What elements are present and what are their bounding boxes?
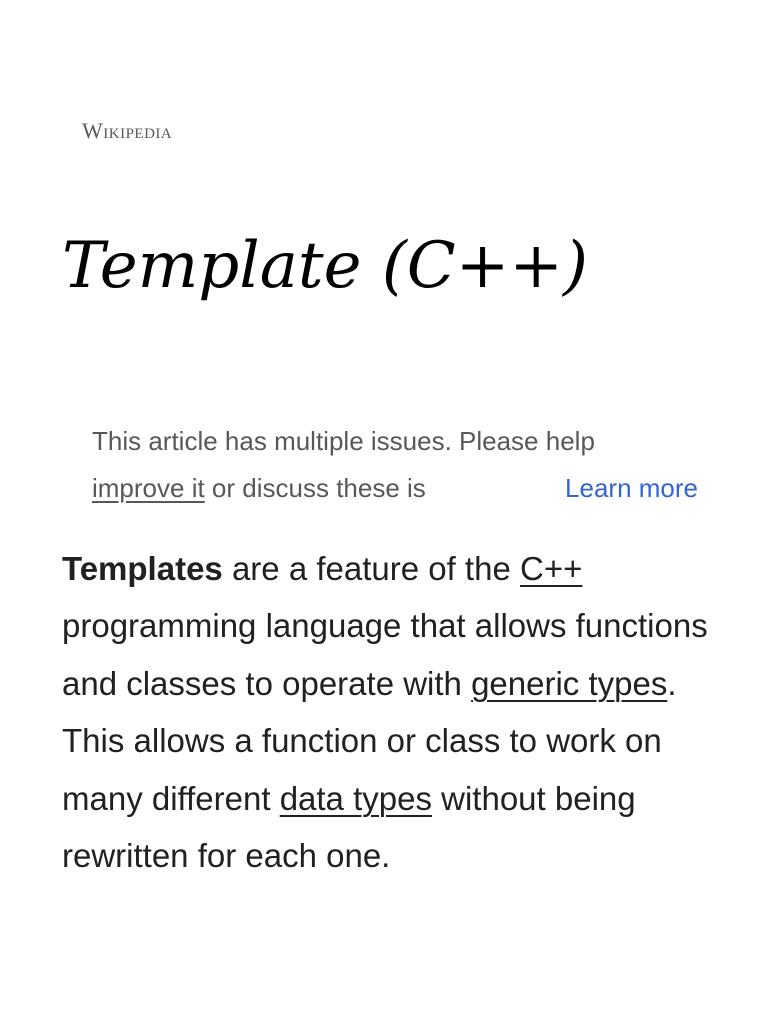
- issues-notice[interactable]: [92, 418, 702, 514]
- data-types-link[interactable]: data types: [279, 779, 432, 817]
- issues-notice-line2: [92, 465, 452, 512]
- cpp-link[interactable]: C++: [519, 550, 583, 587]
- lead-term: Templates: [62, 550, 223, 587]
- wikipedia-wordmark-link[interactable]: Wikipedia: [82, 118, 173, 143]
- issues-notice-text: [92, 418, 637, 512]
- lead-text-4: without being rewritten for each one.: [62, 779, 636, 875]
- lead-text-1: are a feature of the: [222, 550, 520, 587]
- issues-notice-text-start: This article has multiple issues. Please help: [92, 426, 595, 456]
- page-title: Template (C++): [62, 229, 588, 303]
- lead-text-3: . This allows a function or class to work on many different: [62, 664, 677, 817]
- issues-notice-text-end: or discuss these is: [204, 473, 426, 503]
- lead-text-2: programming language that allows functions and classes to operate with: [62, 607, 708, 702]
- lead-paragraph: [62, 540, 712, 884]
- improve-it-link[interactable]: improve it: [92, 473, 205, 503]
- learn-more-link[interactable]: Learn more: [565, 473, 698, 503]
- generic-types-link[interactable]: generic types: [471, 664, 668, 702]
